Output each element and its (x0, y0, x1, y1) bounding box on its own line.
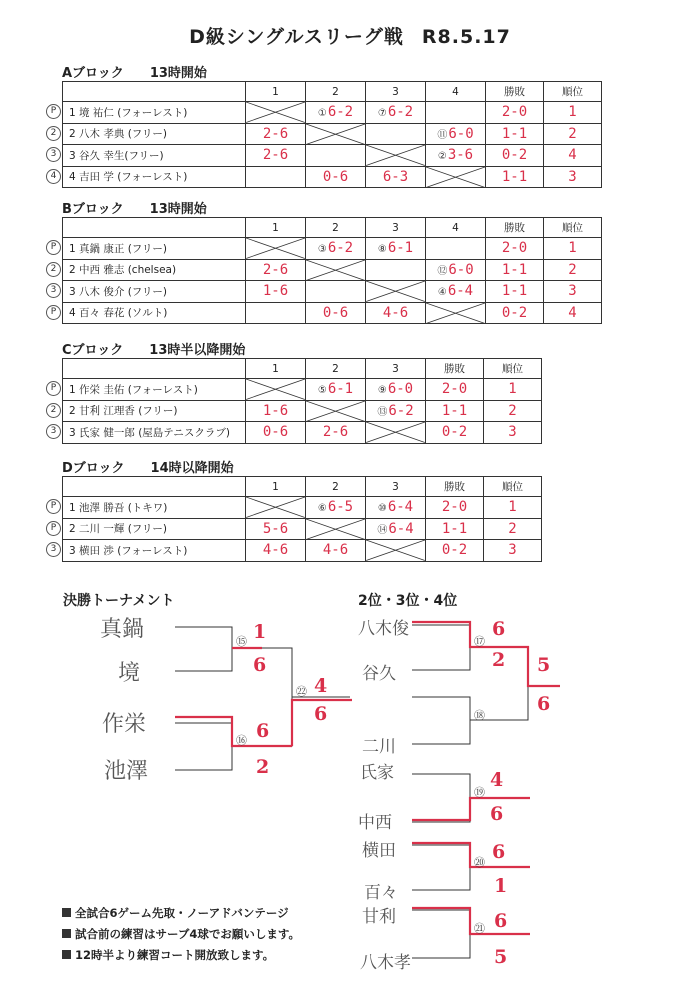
column-header: 1 (246, 82, 306, 102)
score-value: 6-4 (447, 283, 474, 300)
player-name: 2 甘利 江理香 (フリー) (69, 405, 178, 418)
match-no: ⑤ (317, 385, 327, 397)
win-loss-value: 1-1 (441, 402, 468, 419)
win-loss-value: 2-0 (501, 240, 528, 257)
player-name: 1 境 祐仁 (フォーレスト) (69, 106, 188, 119)
placement-player-9: 八木孝 (360, 953, 411, 973)
score-value: 4-6 (382, 304, 409, 321)
final-player-3: 作栄 (102, 712, 147, 737)
bullet-square-icon (62, 908, 71, 917)
player-name: 2 中西 雅志 (chelsea) (69, 264, 177, 277)
score-value: 6-2 (327, 104, 354, 121)
circle-mark-icon: 2 (46, 126, 61, 141)
column-header: 順位 (484, 477, 542, 497)
final-player-1: 真鍋 (100, 617, 145, 642)
rank-value: 4 (568, 147, 577, 164)
placement-player-4: 氏家 (360, 763, 394, 783)
match-no: ⑰ (474, 635, 485, 648)
title-date: R8.5.17 (421, 26, 511, 48)
score: 4 (490, 769, 504, 791)
circle-mark-icon: 3 (46, 147, 61, 162)
circle-mark-icon: 2 (46, 262, 61, 277)
score: 4 (314, 675, 328, 697)
rank-value: 2 (568, 261, 577, 278)
block-time: 13時半以降開始 (149, 343, 246, 358)
block-name: Cブロック (62, 343, 124, 358)
win-loss-value: 2-0 (441, 499, 468, 516)
win-loss-value: 0-2 (441, 542, 468, 559)
rank-value: 3 (568, 283, 577, 300)
score-value: 6-2 (327, 240, 354, 257)
column-header: 2 (306, 359, 366, 379)
match-no: ⑮ (236, 635, 247, 648)
circle-mark-icon: P (46, 104, 61, 119)
block-time: 13時開始 (149, 202, 207, 217)
circle-mark-icon: P (46, 521, 61, 536)
score-value: 3-6 (447, 147, 474, 164)
block-time: 13時開始 (149, 66, 207, 81)
score-value: 4-6 (322, 542, 349, 559)
score: 1 (494, 875, 508, 897)
win-loss-value: 1-1 (501, 283, 528, 300)
player-name: 3 八木 俊介 (フリー) (69, 285, 167, 298)
match-no: ⑪ (437, 129, 448, 141)
rank-value: 2 (508, 402, 517, 419)
column-header: 1 (246, 359, 306, 379)
column-header: 4 (426, 82, 486, 102)
score: 6 (253, 654, 267, 676)
rank-value: 2 (508, 520, 517, 537)
match-no: ⑱ (474, 709, 485, 722)
match-no: ③ (317, 244, 327, 256)
win-loss-value: 1-1 (441, 520, 468, 537)
final-bracket-lines (175, 627, 350, 770)
column-header: 1 (246, 477, 306, 497)
score-value: 6-3 (382, 168, 409, 185)
column-header: 勝敗 (426, 477, 484, 497)
score: 6 (494, 910, 508, 932)
score-value: 5-6 (262, 520, 289, 537)
column-header: 順位 (544, 218, 602, 238)
match-no: ① (317, 108, 327, 120)
rank-value: 4 (568, 304, 577, 321)
rank-value: 1 (568, 240, 577, 257)
column-header: 3 (366, 218, 426, 238)
column-header: 4 (426, 218, 486, 238)
match-no: ⑭ (377, 524, 388, 536)
win-loss-value: 1-1 (501, 125, 528, 142)
score-value: 0-6 (262, 424, 289, 441)
match-no: ⑧ (377, 244, 387, 256)
column-header: 順位 (544, 82, 602, 102)
column-header: 順位 (484, 359, 542, 379)
score-value: 2-6 (322, 424, 349, 441)
match-no: ④ (437, 287, 447, 299)
column-header: 1 (246, 218, 306, 238)
placement-player-1: 八木俊 (358, 619, 409, 639)
score-value: 2-6 (262, 261, 289, 278)
score: 6 (492, 841, 506, 863)
circle-mark-icon: P (46, 240, 61, 255)
circle-mark-icon: 3 (46, 424, 61, 439)
block-name: Dブロック (62, 461, 125, 476)
block-time: 14時以降開始 (150, 461, 234, 476)
score-value: 2-6 (262, 125, 289, 142)
note-item: 全試合6ゲーム先取・ノーアドバンテージ (62, 903, 300, 924)
score: 5 (494, 946, 508, 968)
placement-player-7: 百々 (364, 883, 398, 903)
score-value: 6-0 (448, 261, 474, 278)
score: 5 (537, 654, 551, 676)
player-name: 3 氏家 健一郎 (屋島テニスクラブ) (69, 426, 230, 439)
rank-value: 2 (568, 125, 577, 142)
score: 6 (256, 720, 270, 742)
circle-mark-icon: 3 (46, 542, 61, 557)
score-value: 6-4 (388, 520, 414, 537)
match-no: ⑲ (474, 786, 485, 799)
score: 1 (253, 621, 267, 643)
placement-title: 2位・3位・4位 (358, 593, 458, 609)
player-name: 1 真鍋 康正 (フリー) (69, 242, 167, 255)
score: 6 (490, 803, 504, 825)
column-header: 勝敗 (486, 218, 544, 238)
placement-player-8: 甘利 (362, 907, 396, 927)
score-value: 6-2 (388, 402, 414, 419)
placement-player-2: 谷久 (362, 664, 396, 684)
rank-value: 1 (508, 499, 517, 516)
column-header: 勝敗 (486, 82, 544, 102)
placement-player-5: 中西 (358, 813, 392, 833)
block-name: Aブロック (62, 66, 124, 81)
match-no: ㉑ (474, 922, 485, 935)
player-name: 1 作栄 圭佑 (フォーレスト) (69, 383, 198, 396)
circle-mark-icon: 4 (46, 169, 61, 184)
rank-value: 3 (508, 424, 517, 441)
title-text: D級シングルスリーグ戦 (189, 26, 404, 48)
circle-mark-icon: 2 (46, 403, 61, 418)
column-header: 3 (366, 477, 426, 497)
column-header: 3 (366, 359, 426, 379)
notes (62, 903, 300, 966)
match-no: ⑯ (236, 734, 247, 747)
placement-player-names (358, 619, 411, 973)
match-no: ② (437, 151, 447, 163)
match-no: ⑩ (377, 503, 387, 515)
circle-mark-icon: P (46, 305, 61, 320)
column-header: 3 (366, 82, 426, 102)
column-header: 2 (306, 218, 366, 238)
column-header: 2 (306, 82, 366, 102)
match-no: ㉒ (296, 685, 307, 698)
score-value: 6-1 (387, 240, 414, 257)
score: 6 (314, 703, 328, 725)
placement-player-6: 横田 (362, 841, 396, 861)
score: 6 (537, 693, 551, 715)
column-header: 2 (306, 477, 366, 497)
final-player-4: 池澤 (104, 759, 149, 784)
win-loss-value: 0-2 (441, 424, 468, 441)
player-name: 4 百々 春花 (ソルト) (69, 307, 168, 320)
rank-value: 3 (508, 542, 517, 559)
score-value: 6-2 (387, 104, 414, 121)
score-value: 0-6 (322, 304, 349, 321)
player-name: 4 吉田 学 (フォーレスト) (69, 171, 188, 184)
player-name: 3 横田 渉 (フォーレスト) (69, 544, 188, 557)
match-no: ⑥ (317, 503, 327, 515)
player-name: 1 池澤 勝吾 (トキワ) (69, 501, 168, 514)
player-name: 2 八木 孝典 (フリー) (69, 128, 167, 141)
note-item: 試合前の練習はサーブ4球でお願いします。 (62, 924, 300, 945)
score-value: 4-6 (262, 542, 289, 559)
score-value: 6-1 (327, 381, 354, 398)
circle-mark-icon: 3 (46, 283, 61, 298)
note-item: 12時半より練習コート開放致します。 (62, 945, 300, 966)
score: 2 (492, 649, 506, 671)
score-value: 6-4 (387, 499, 414, 516)
win-loss-value: 1-1 (501, 168, 528, 185)
match-no: ⑨ (377, 385, 387, 397)
win-loss-value: 2-0 (441, 381, 468, 398)
score: 2 (256, 756, 270, 778)
rank-value: 3 (568, 168, 577, 185)
score-value: 2-6 (262, 147, 289, 164)
match-no: ⑳ (474, 856, 485, 869)
final-player-names (100, 617, 148, 784)
bullet-square-icon (62, 929, 71, 938)
match-no: ⑦ (377, 108, 387, 120)
score-value: 1-6 (262, 402, 289, 419)
win-loss-value: 1-1 (501, 261, 528, 278)
match-no: ⑬ (377, 406, 388, 418)
column-header: 勝敗 (426, 359, 484, 379)
win-loss-value: 2-0 (501, 104, 528, 121)
score-value: 0-6 (322, 168, 349, 185)
rank-value: 1 (508, 381, 517, 398)
score: 6 (492, 618, 506, 640)
rank-value: 1 (568, 104, 577, 121)
score-value: 6-0 (448, 125, 474, 142)
block-name: Bブロック (62, 202, 124, 217)
circle-mark-icon: P (46, 381, 61, 396)
win-loss-value: 0-2 (501, 304, 528, 321)
final-tournament-title: 決勝トーナメント (63, 593, 175, 609)
bullet-square-icon (62, 950, 71, 959)
player-name: 2 二川 一輝 (フリー) (69, 523, 167, 536)
placement-player-3: 二川 (362, 737, 396, 757)
circle-mark-icon: P (46, 499, 61, 514)
win-loss-value: 0-2 (501, 147, 528, 164)
score-value: 1-6 (262, 283, 289, 300)
score-value: 6-5 (327, 499, 354, 516)
final-player-2: 境 (118, 661, 141, 686)
player-name: 3 谷久 幸生(フリー) (69, 149, 164, 162)
match-no: ⑫ (437, 265, 448, 277)
score-value: 6-0 (387, 381, 414, 398)
